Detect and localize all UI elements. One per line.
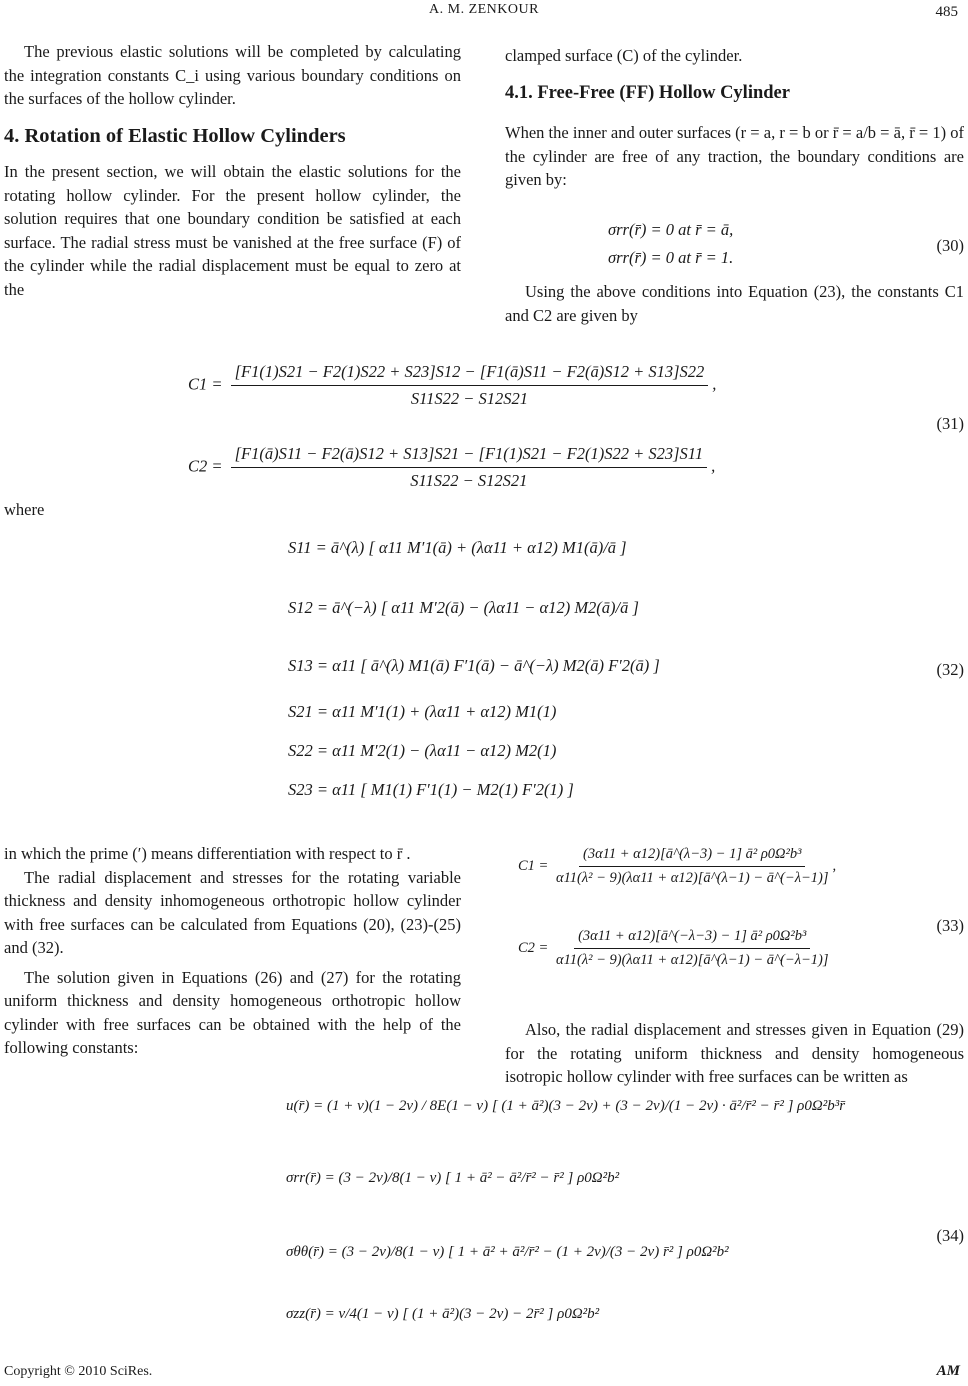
eq31-c2-lhs: C2 = [188,456,223,476]
equation-number-31: (31) [936,414,964,433]
eq31-c1-denominator: S11S22 − S12S21 [410,389,529,408]
eq31-c2-denominator: S11S22 − S12S21 [410,471,528,490]
eq33-c1-denominator: α11(λ² − 9)(λα11 + α12)[ā^(λ−1) − ā^(−λ−1)] [555,870,829,886]
equation-number-30: (30) [936,236,964,255]
equation-number-32: (32) [936,660,964,679]
eq33-c2-numerator: (3α11 + α12)[ā^(−λ−3) − 1] ā² ρ0Ω²b³ [574,928,810,949]
equation-31-c2: C2 = [F1(ā)S11 − F2(ā)S12 + S13]S21 − [F1(1)S21 − F2(1)S22 + S23]S11 S11S22 − S12S21 , [188,444,716,490]
page-number: 485 [935,4,958,20]
equation-31-c1: C1 = [F1(1)S21 − F2(1)S22 + S23]S12 − [F1(ā)S11 − F2(ā)S12 + S13]S22 S11S22 − S12S21 , [188,362,717,408]
eq31-c2-numerator: [F1(ā)S11 − F2(ā)S12 + S13]S21 − [F1(1)S21 − F2(1)S22 + S23]S11 [231,444,707,468]
equation-32-s13: S13 = α11 [ ā^(λ) M1(ā) F′1(ā) − ā^(−λ) M2(ā) F′2(ā) ] [288,656,660,675]
equation-34-sigma-thetatheta: σθθ(r̄) = (3 − 2ν)/8(1 − ν) [ 1 + ā² + ā²/r̄² − (1 + 2ν)/(3 − 2ν) r̄² ] ρ0Ω²b² [286,1244,729,1260]
paragraph-prime-note: in which the prime (′) means differentiation with respect to r̄ . [4,844,411,863]
eq33-c1-lhs: C1 = [518,857,549,874]
left-column-top [4,40,461,301]
equation-32-s11: S11 = ā^(λ) [ α11 M′1(ā) + (λα11 + α12) M1(ā)/ā ] [288,538,627,557]
equation-34-sigma-rr: σrr(r̄) = (3 − 2ν)/8(1 − ν) [ 1 + ā² − ā²/r̄² − r̄² ] ρ0Ω²b² [286,1170,620,1186]
equation-number-34: (34) [936,1226,964,1245]
eq33-c2-denominator: α11(λ² − 9)(λα11 + α12)[ā^(λ−1) − ā^(−λ−1)] [555,952,829,968]
paragraph-variable-thickness: The radial displacement and stresses for the rotating variable thickness and density inhomogeneous orthotropic hollow cylinder with free surfaces can be calculated from Equations (20), (23)-(25) and (32). [4,867,461,957]
paragraph-isotropic-intro: Also, the radial displacement and stresses given in Equation (29) for the rotating uniform thickness and density homogeneous isotropic hollow cylinder with free surfaces can be written as [505,1020,964,1086]
paragraph-clamped-surface: clamped surface (C) of the cylinder. [505,46,743,65]
equation-30-line1: σrr(r̄) = 0 at r̄ = ā, [608,220,734,239]
running-header-author: A. M. ZENKOUR [429,2,539,17]
paragraph-uniform-thickness: The solution given in Equations (26) and (27) for the rotating uniform thickness and density homogeneous orthotropic hollow cylinder with free surfaces can be obtained with the help of the following constants: [4,967,461,1057]
equation-33-c1: C1 = $\frac{\text{(3α11 + α12)[ā\textasciicircum{}(λ−3) − 1] ā² ρ0Ω²b³}}{\text{α11(λ² − 9)(λα11 + α12)[ā\textasciicircum{}(λ−1) − ā\textasciicircum{}(−λ−1)]}}$ , [518,846,837,886]
paragraph-section-intro: In the present section, we will obtain the elastic solutions for the rotating hollow cylinder. For the present hollow cylinder, the solution requires that one boundary condition be satisfied at each surface. The radial stress must be vanished at the free surface (F) of the cylinder while the radial displacement must be equal to zero at the [4,162,461,299]
equation-34-u: u(r̄) = (1 + ν)(1 − 2ν) / 8E(1 − ν) [ (1 + ā²)(3 − 2ν) + (3 − 2ν)/(1 − 2ν) · ā²/r̄² − r̄² ] ρ0Ω²b³r̄ [286,1098,846,1114]
eq33-c1-numerator: (3α11 + α12)[ā^(λ−3) − 1] ā² ρ0Ω²b³ [579,846,805,867]
eq31-c1-lhs: C1 = [188,374,223,394]
eq31-c1-numerator: [F1(1)S21 − F2(1)S22 + S23]S12 − [F1(ā)S11 − F2(ā)S12 + S13]S22 [231,362,709,386]
equation-32-s21: S21 = α11 M′1(1) + (λα11 + α12) M1(1) [288,702,557,721]
left-column-lower [4,842,461,1060]
subsection-heading: 4.1. Free-Free (FF) Hollow Cylinder [505,82,790,103]
equation-32-s22: S22 = α11 M′2(1) − (λα11 − α12) M2(1) [288,741,557,760]
section-heading: 4. Rotation of Elastic Hollow Cylinders [4,124,346,147]
paragraph-integration-constants: The previous elastic solutions will be completed by calculating the integration constants C_i using various boundary conditions on the surfaces of the hollow cylinder. [4,42,461,108]
equation-32-s12: S12 = ā^(−λ) [ α11 M′2(ā) − (λα11 − α12) M2(ā)/ā ] [288,598,639,617]
equation-30-line2: σrr(r̄) = 0 at r̄ = 1. [608,248,734,267]
equation-33-c2 [518,928,832,969]
footer-copyright: Copyright © 2010 SciRes. [4,1364,153,1379]
equation-number-33: (33) [936,916,964,935]
equation-34-sigma-zz: σzz(r̄) = ν/4(1 − ν) [ (1 + ā²)(3 − 2ν) − 2r̄² ] ρ0Ω²b² [286,1306,600,1322]
eq33-c2-lhs: C2 = [518,939,549,956]
right-column-top [505,44,964,192]
paragraph-boundary-intro: When the inner and outer surfaces (r = a, r = b or r̄ = a/b = ā, r̄ = 1) of the cylinder are free of any traction, the boundary conditions are given by: [505,123,964,189]
paragraph-using-conditions: Using the above conditions into Equation (23), the constants C1 and C2 are given by [505,282,964,325]
footer-journal: AM [936,1363,960,1379]
equation-32-s23: S23 = α11 [ M1(1) F′1(1) − M2(1) F′2(1) ] [288,780,574,799]
where-label: where [4,500,45,519]
